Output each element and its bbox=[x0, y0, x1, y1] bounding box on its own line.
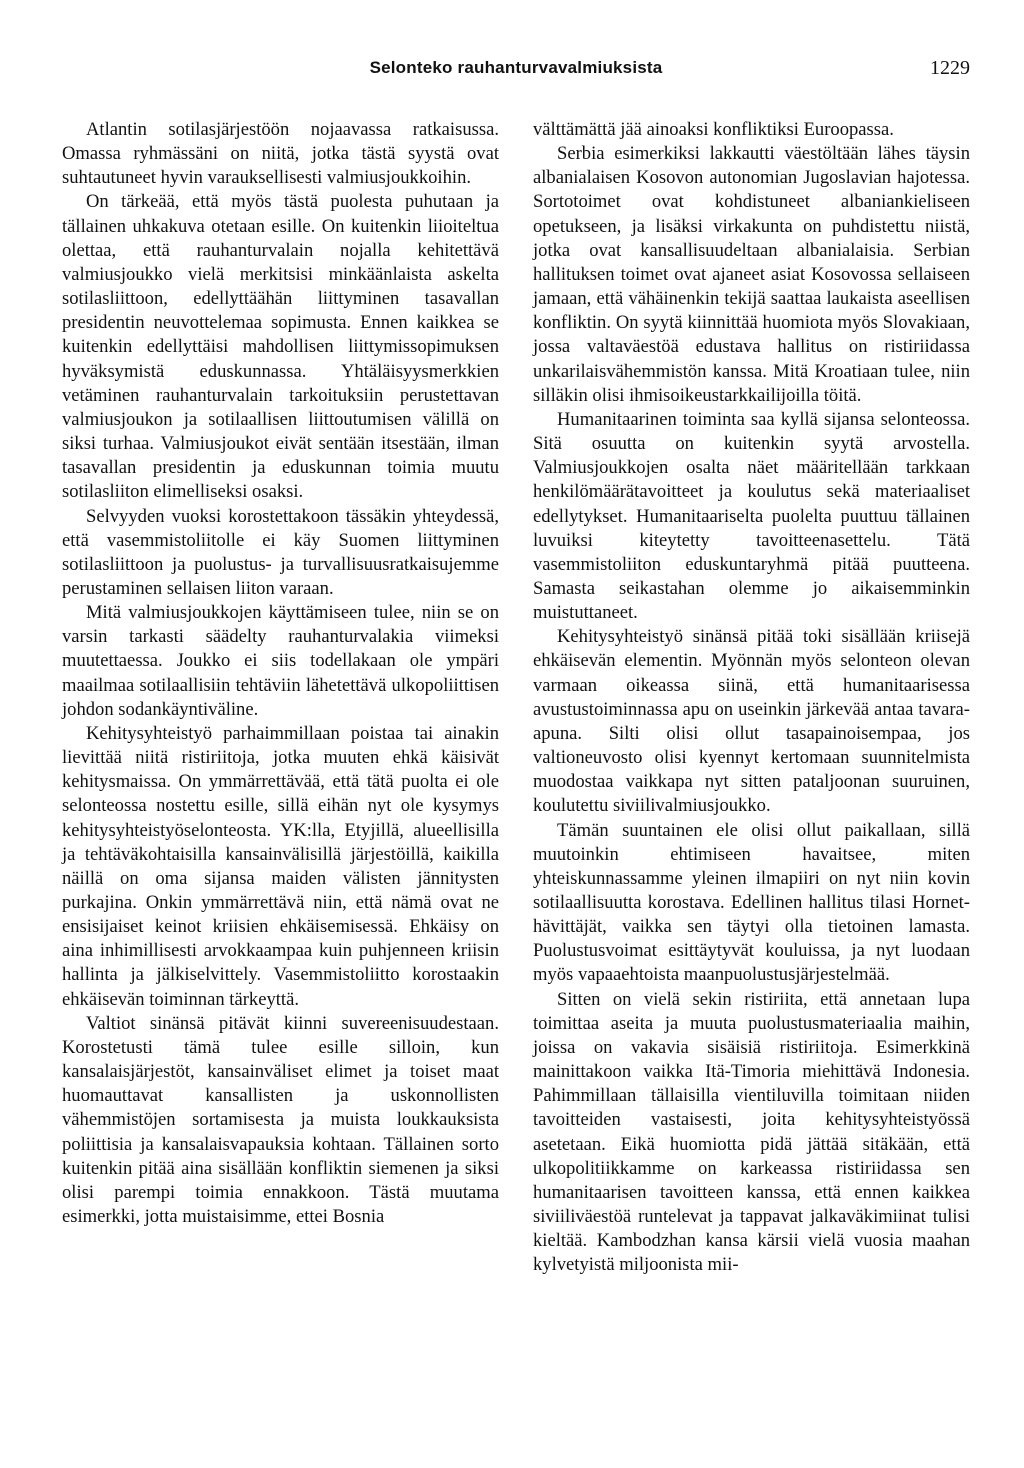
paragraph: Tämän suuntainen ele olisi ollut paikallaan, sillä muutoinkin ehtimiseen havaitsee, miten yhteiskunnassamme yleinen ilmapiiri on nyt niin kovin sotilaallisuutta korostava. Edellinen hallitus tilasi Hornet-hävittäjät, vaikka sen täytyi olla tietoinen lamasta. Puolustusvoimat esittäytyvät kouluissa, ja nyt luodaan myös vapaaehtoista maanpuolustusjärjestelmää. bbox=[533, 819, 970, 986]
body-columns bbox=[62, 118, 970, 1428]
paragraph: On tärkeää, että myös tästä puolesta puhutaan ja tällainen uhkakuva otetaan esille. On kuitenkin liioiteltua olettaa, että rauhanturvalain nojalla kehitettävä valmiusjoukko vielä merkitsisi minkäänlaista askelta sotilasliittoon, edellyttäähän liittyminen tasavallan presidentin neuvottelemaa sopimusta. Ennen kaikkea se kuitenkin edellyttäisi mahdollisen liittymissopimuksen hyväksymistä eduskunnassa. Yhtäläisyysmerkkien vetäminen rauhanturvalain tarkoituksiin perustettavan valmiusjoukon ja sotilaallisen liittoutumisen välillä on siksi turhaa. Valmiusjoukot eivät sentään itsestään, ilman tasavallan presidentin ja eduskunnan toimia muutu sotilasliiton elimelliseksi osaksi. bbox=[62, 191, 499, 503]
paragraph: Atlantin sotilasjärjestöön nojaavassa ratkaisussa. Omassa ryhmässäni on niitä, jotka tästä syystä ovat suhtautuneet hyvin varauksellisesti valmiusjoukkoihin. bbox=[62, 119, 499, 189]
paragraph: Kehitysyhteistyö parhaimmillaan poistaa tai ainakin lievittää niitä ristiriitoja, jotka muuten ehkä käisivät kehitysmaissa. On ymmärrettävää, että tätä puolta ei ole selonteossa nostettu esille, sillä eihän nyt ole kysymys kehitysyhteistyöselonteosta. YK:lla, Etyjillä, alueellisilla ja tehtäväkohtaisilla kansainvälisillä järjestöillä, kaikilla näillä on oma sijansa maiden välisten jännitysten purkajina. Onkin ymmärrettävä niin, että nämä ovat ne ensisijaiset keinot kriisien ehkäisemisessä. Ehkäisy on aina inhimillisesti arvokkaampaa kuin puhjenneen kriisin hallinta ja jälkiselvittely. Vasemmistoliitto korostaakin ehkäisevän toiminnan tärkeyttä. bbox=[62, 722, 499, 1010]
paragraph: Sitten on vielä sekin ristiriita, että annetaan lupa toimittaa aseita ja muuta puolustusmateriaalia maihin, joissa on vakavia sisäisiä ristiriitoja. Esimerkkinä mainittakoon vaikka Itä-Timoria miehittävä Indonesia. Pahimmillaan tällaisilla vientiluvilla toimitaan niiden tavoitteiden vastaisesti, joita kehitysyhteistyössä asetetaan. Eikä huomiotta pidä jättää sitäkään, että ulkopolitiikkamme on karkeassa ristiriidassa sen humanitaarisen tavoitteen kanssa, että ennen kaikkea siviiliväestöä runtelevat ja tappavat jalkaväkimiinat tulisi kieltää. Kambodzhan kansa kärsii vielä vuosia maahan kylvetyistä miljoonista mii- bbox=[533, 988, 970, 1276]
right-column bbox=[533, 118, 970, 1428]
running-title: Selonteko rauhanturvavalmiuksista bbox=[369, 58, 663, 77]
paragraph: Valtiot sinänsä pitävät kiinni suvereenisuudestaan. Korostetusti tämä tulee esille silloin, kun kansalaisjärjestöt, kansainväliset elimet ja toiset maat huomauttavat kansallisten ja uskonnollisten vähemmistöjen sortamisesta ja muista loukkauksista poliittisia ja kansalaisvapauksia kohtaan. Tällainen sorto kuitenkin pitää aina sisällään konfliktin siemenen ja siksi olisi parempi toimia ennakkoon. Tästä muutama esimerkki, jotta muistaisimme, ettei Bosnia bbox=[62, 1012, 499, 1228]
paragraph: Serbia esimerkiksi lakkautti väestöltään lähes täysin albanialaisen Kosovon autonomian Jugoslavian hajotessa. Sortotoimet ovat kohdistuneet albaniankieliseen opetukseen, ja lisäksi virkakunta on puhdistettu niistä, jotka ovat kansallisuudeltaan albanialaisia. Serbian hallituksen toimet ovat ajaneet asiat Kosovossa sellaiseen jamaan, että vähäinenkin tekijä saattaa laukaista aseellisen konfliktin. On syytä kiinnittää huomiota myös Slovakiaan, jossa valtaväestöä edustava hallitus on ristiriidassa unkarilaisvähemmistön kanssa. Mitä Kroatiaan tulee, niin silläkin olisi ihmisoikeustarkkailijoilla töitä. bbox=[533, 143, 970, 406]
paragraph: Selvyyden vuoksi korostettakoon tässäkin yhteydessä, että vasemmistoliitolle ei käy Suomen liittyminen sotilasliittoon ja puolustus- ja turvallisuusratkaisujemme perustaminen sellaisen liiton varaan. bbox=[62, 505, 499, 599]
page-number: 1229 bbox=[930, 57, 970, 79]
paragraph: Mitä valmiusjoukkojen käyttämiseen tulee, niin se on varsin tarkasti säädelty rauhanturvalakia viimeksi muutettaessa. Joukko ei siis todellakaan ole ympäri maailmaa sotilaallisiin tehtäviin lähetettävä ulkopoliittisen johdon sodankäyntiväline. bbox=[62, 602, 499, 720]
paragraph: Humanitaarinen toiminta saa kyllä sijansa selonteossa. Sitä osuutta on kuitenkin syytä arvostella. Valmiusjoukkojen osalta näet määritellään tarkkaan henkilömäärätavoitteet ja koulutus sekä materiaaliset edellytykset. Humanitaariselta puolelta puuttuu tällainen luvuiksi kiteytetty tavoitteenasettelu. Tätä vasemmistoliiton eduskuntaryhmä pitää puutteena. Samasta seikastahan olemme jo aikaisemminkin muistuttaneet. bbox=[533, 408, 970, 624]
paragraph: Kehitysyhteistyö sinänsä pitää toki sisällään kriisejä ehkäisevän elementin. Myönnän myös selonteon olevan varmaan oikeassa siinä, että humanitaarisessa avustustoiminnassa apu on useinkin järkevää antaa tavara-apuna. Silti olisi ollut tasapainoisempaa, jos valtioneuvosto olisi kyennyt kertomaan suunnitelmista muodostaa vaikkapa nyt sitten pataljoonan suuruinen, koulutettu siviilivalmiusjoukko. bbox=[533, 626, 970, 817]
page-header bbox=[62, 58, 970, 86]
left-column bbox=[62, 118, 499, 1428]
continued-paragraph: välttämättä jää ainoaksi konfliktiksi Euroopassa. bbox=[533, 119, 894, 140]
